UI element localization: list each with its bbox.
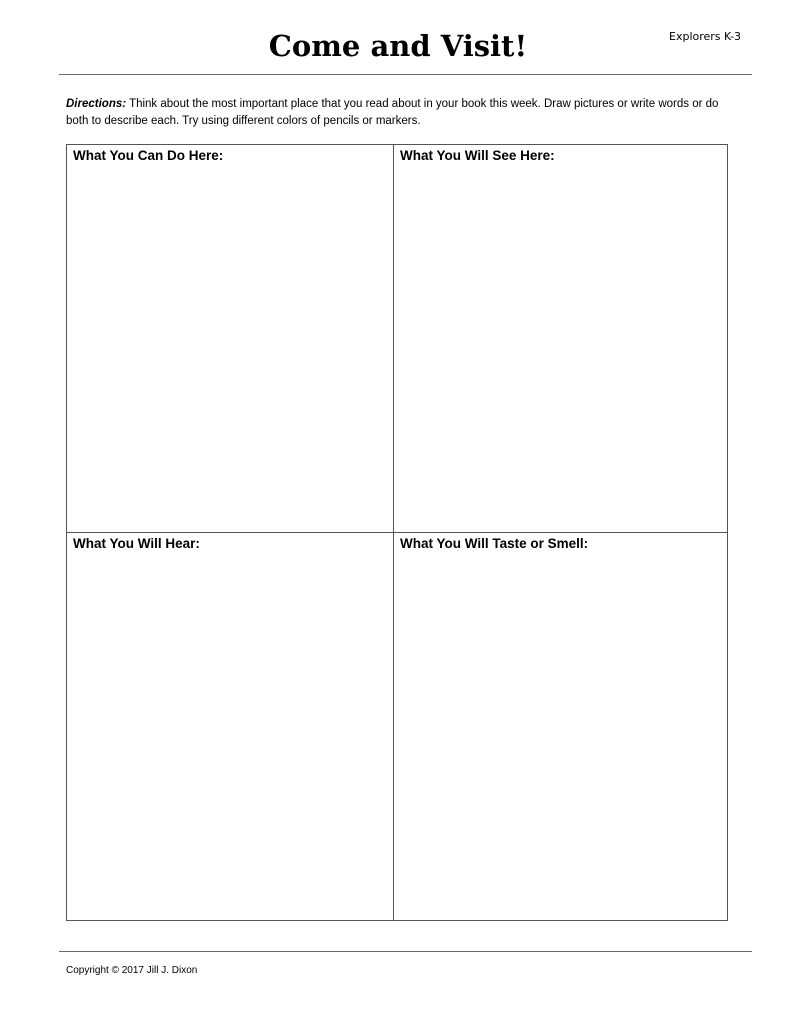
directions-label: Directions: xyxy=(66,98,127,110)
drawing-area-can-do[interactable] xyxy=(73,165,387,526)
drawing-area-see[interactable] xyxy=(400,165,721,526)
cell-heading-can-do: What You Can Do Here: xyxy=(73,148,224,163)
footer-divider xyxy=(59,951,752,952)
cell-what-you-will-taste-or-smell xyxy=(394,533,727,920)
directions xyxy=(66,96,732,130)
cell-heading-taste-smell: What You Will Taste or Smell: xyxy=(400,536,589,551)
header-divider xyxy=(59,74,752,75)
copyright: Copyright © 2017 Jill J. Dixon xyxy=(66,965,198,976)
cell-what-you-can-do xyxy=(67,145,394,533)
cell-what-you-will-hear xyxy=(67,533,394,920)
cell-heading-hear: What You Will Hear: xyxy=(73,536,200,551)
page-title: Come and Visit! xyxy=(268,29,528,63)
series-label: Explorers K-3 xyxy=(669,30,742,43)
response-grid xyxy=(66,144,728,921)
cell-heading-see: What You Will See Here: xyxy=(400,148,555,163)
drawing-area-hear[interactable] xyxy=(73,553,387,914)
drawing-area-taste-smell[interactable] xyxy=(400,553,721,914)
cell-what-you-will-see xyxy=(394,145,727,533)
directions-text: Think about the most important place that you read about in your book this week. Draw pictures or write words or do both to describe each. Try using different colors of pencils or markers. xyxy=(66,98,719,127)
